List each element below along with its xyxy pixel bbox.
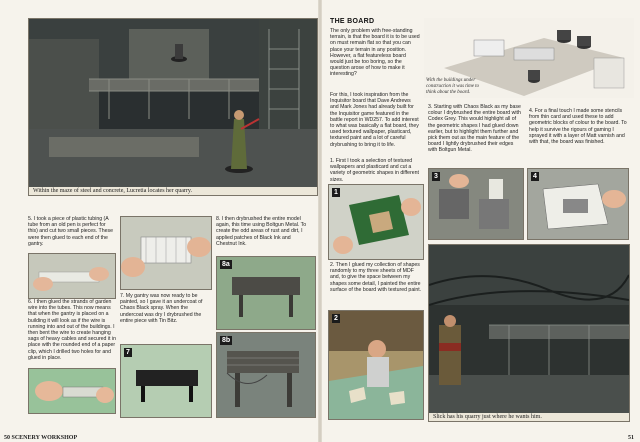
right-hero-photo <box>428 244 630 422</box>
step5-text: 5. I took a piece of plastic tubing (A tube from an old pen is perfect for this) and cut two small pieces. These were then glued to each end of the gantry. <box>28 216 113 247</box>
step5-photo <box>28 253 116 299</box>
left-hero-photo <box>28 18 318 196</box>
industrial-scene-art <box>29 19 317 195</box>
board-para2: For this, I took inspiration from the Inquisitor board that Dave Andrews and Mark Jones had already built for the Inquisitor game featured in the battle report in WD257. To add interest to what was basically a flat board, they used textured wallpaper, plasticard, textured paint and a lot of careful drybrushing to bring it to life. <box>330 92 419 148</box>
step1-photo <box>328 184 424 260</box>
step8a-badge: 8a <box>222 261 230 268</box>
board-intro: The only problem with free-standing terrain, is that the board it is to be used on must remain flat so that you can place your terrain in any position. However, a flat featureless board would just be too boring, so the question arose of how to make it interesting? <box>330 28 420 78</box>
step7-badge: 7 <box>126 349 130 356</box>
step8-text: 8. I then drybrushed the entire model again, this time using Boltgun Metal. To create the odd areas of rust and dirt, I applied patches of Black Ink and Chestnut Ink. <box>216 216 307 247</box>
step3-text: 3. Starting with Chaos Black as my base colour I drybrushed the entire board with Codex Grey. This would highlight all of the geometric shapes I had glued down earlier, but to highlight them further and pick them out as the main feature of the board I lightly drybrushed their edges with Boltgun Metal. <box>428 104 521 154</box>
step7-photo <box>120 344 212 418</box>
board-heading: THE BOARD <box>330 18 375 25</box>
step8a-photo <box>216 256 316 330</box>
step3-badge: 3 <box>434 173 438 180</box>
left-page-footer: 50 SCENERY WORKSHOP <box>4 435 78 441</box>
right-hero-caption: Slick has his quarry just where he wants him. <box>429 413 629 421</box>
step8b-badge: 8b <box>222 337 231 344</box>
step4-photo <box>527 168 629 240</box>
step4-badge: 4 <box>533 173 537 180</box>
gantry-scene-art <box>429 245 629 421</box>
step2-text: 2. Then I glued my collection of shapes randomly to my three sheets of MDF and, to give the space between my shapes some detail, I painted the entire surface of the board with textured paint. <box>330 262 422 293</box>
step4-text: 4. For a final touch I made some stencils from thin card and used these to add geometric blocks of colour to the board. To help it survive the rigours of gaming I sprayed it with a layer of Matt varnish and with that, the board was finished. <box>529 108 627 146</box>
step6-photo <box>28 368 116 414</box>
step6-text: 6. I then glued the strands of garden wire into the tubes. This now means that when the gantry is placed on a building it will look as if the wire is running into and out of the buildings. I then bent the wire to create hanging sags of heavy cables and secured it in place with the rounded end of a paper clip, which I drilled two holes for and glued in place. <box>28 299 116 361</box>
right-page-footer: 51 <box>628 435 634 441</box>
page-gutter <box>318 0 322 442</box>
step7-top-photo <box>120 216 212 290</box>
step1-text: 1. First I took a selection of textured wallpapers and plasticard and cut a variety of geometric shapes in different sizes. <box>330 158 420 183</box>
step3-photo <box>428 168 524 240</box>
board-callout: With the buildings under construction it was time to think about the board. <box>426 78 480 95</box>
step7-text: 7. My gantry was now ready to be painted, so I gave it an undercoat of Chaos Black spray. When the undercoat was dry I drybrushed the entire piece with Tin Bitz. <box>120 293 203 324</box>
step8b-photo <box>216 332 316 418</box>
step2-photo <box>328 310 424 420</box>
step1-badge: 1 <box>334 189 338 196</box>
left-hero-caption: Within the maze of steel and concrete, Lucretia locates her quarry. <box>29 187 317 195</box>
step2-badge: 2 <box>334 315 338 322</box>
